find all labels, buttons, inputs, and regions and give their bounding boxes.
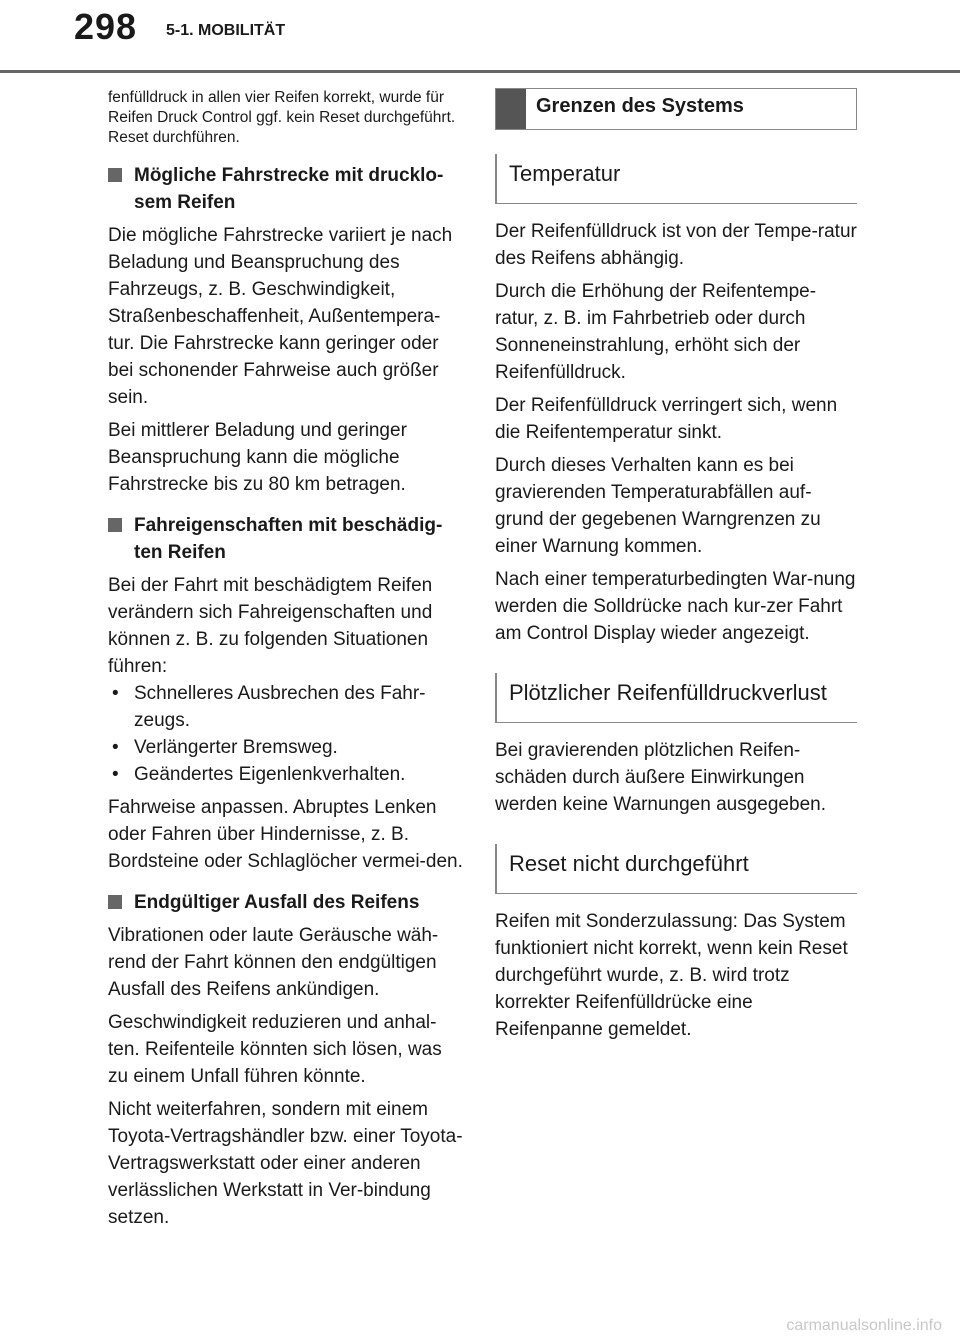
subsection-pressure-loss: [495, 673, 857, 723]
paragraph: Nach einer temperaturbedingten War-nung werden die Solldrücke nach kur-zer Fahrt am Control Display wieder angezeigt.: [495, 569, 856, 644]
paragraph: Durch die Erhöhung der Reifentempe-ratur, z. B. im Fahrbetrieb oder durch Sonneneinstrahlung, erhöht sich der Reifenfülldruck.: [495, 281, 817, 383]
heading-bar: [496, 89, 526, 129]
subheading-text: Fahreigenschaften mit beschädig-ten Reifen: [134, 515, 443, 563]
square-bullet-icon: [108, 895, 122, 909]
page-header: [0, 0, 960, 74]
section-title: 5-1. MOBILITÄT: [166, 22, 286, 39]
square-bullet-icon: [108, 168, 122, 182]
paragraph: Vibrationen oder laute Geräusche wäh-rend der Fahrt können den endgültigen Ausfall des Reifens ankündigen.: [108, 925, 439, 1000]
paragraph: Durch dieses Verhalten kann es bei gravierenden Temperaturabfällen auf-grund der gegebenen Warngrenzen zu einer Warnung kommen.: [495, 455, 821, 557]
paragraph: Fahrweise anpassen. Abruptes Lenken oder Fahren über Hindernisse, z. B. Bordsteine oder Schlaglöcher vermei-den.: [108, 797, 463, 872]
subheading-handling: [108, 512, 463, 566]
subheading-range: [108, 162, 463, 216]
intro-text: fenfülldruck in allen vier Reifen korrekt, wurde für Reifen Druck Control ggf. kein Reset durchgeführt. Reset durchführen.: [108, 89, 456, 146]
list-item-text: Schnelleres Ausbrechen des Fahr-zeugs.: [134, 683, 426, 731]
subsection-rule: [497, 722, 857, 723]
subheading-failure: [108, 889, 463, 916]
bullet-list: [108, 680, 463, 788]
paragraph: Bei mittlerer Beladung und geringer Beanspruchung kann die mögliche Fahrstrecke bis zu 80 km betragen.: [108, 420, 407, 495]
paragraph: Die mögliche Fahrstrecke variiert je nach Beladung und Beanspruchung des Fahrzeugs, z. B. Geschwindigkeit, Straßenbeschaffenheit, Außentempera-tur. Die Fahrstrecke kann geringer oder bei schonender Fahrweise auch größer sein.: [108, 225, 453, 408]
paragraph: Nicht weiterfahren, sondern mit einem Toyota-Vertragshändler bzw. einer Toyota-Vertragswerkstatt oder einer anderen verlässlichen Werkstatt in Ver-bindung setzen.: [108, 1099, 463, 1228]
bullet-icon: •: [112, 683, 119, 704]
subsection-reset: [495, 844, 857, 894]
subsection-temperature: [495, 154, 857, 204]
square-bullet-icon: [108, 518, 122, 532]
watermark: carmanualsonline.info: [786, 1317, 942, 1334]
bullet-icon: •: [112, 764, 119, 785]
subsection-title: Temperatur: [509, 161, 621, 186]
paragraph: Geschwindigkeit reduzieren und anhal-ten. Reifenteile könnten sich lösen, was zu einem Unfall führen könnte.: [108, 1012, 442, 1087]
subheading-text: Endgültiger Ausfall des Reifens: [134, 892, 420, 913]
page-number: 298: [74, 6, 138, 47]
subheading-text: Mögliche Fahrstrecke mit drucklo-sem Reifen: [134, 165, 444, 213]
list-item: [108, 680, 463, 734]
left-column: [108, 88, 463, 1237]
paragraph: Reifen mit Sonderzulassung: Das System funktioniert nicht korrekt, wenn kein Reset durchgeführt wurde, z. B. wird trotz korrekter Reifenfülldrücke eine Reifenpanne gemeldet.: [495, 911, 848, 1040]
section-box-heading: [495, 88, 857, 130]
paragraph: Der Reifenfülldruck verringert sich, wenn die Reifentemperatur sinkt.: [495, 395, 838, 443]
paragraph: Bei gravierenden plötzlichen Reifen-schäden durch äußere Einwirkungen werden keine Warnungen ausgegeben.: [495, 740, 826, 815]
list-item-text: Geändertes Eigenlenkverhalten.: [134, 764, 406, 785]
list-item: [108, 761, 463, 788]
subsection-title: Plötzlicher Reifenfülldruckverlust: [509, 680, 827, 705]
right-column: [495, 88, 857, 1049]
subsection-rule: [497, 203, 857, 204]
subsection-title: Reset nicht durchgeführt: [509, 851, 749, 876]
list-item-text: Verlängerter Bremsweg.: [134, 737, 338, 758]
subsection-rule: [497, 893, 857, 894]
paragraph: Bei der Fahrt mit beschädigtem Reifen verändern sich Fahreigenschaften und können z. B. zu folgenden Situationen führen:: [108, 575, 433, 677]
list-item: [108, 734, 463, 761]
box-heading-text: Grenzen des Systems: [536, 95, 744, 117]
paragraph: Der Reifenfülldruck ist von der Tempe-ratur des Reifens abhängig.: [495, 221, 857, 269]
header-rule: [0, 70, 960, 73]
bullet-icon: •: [112, 737, 119, 758]
